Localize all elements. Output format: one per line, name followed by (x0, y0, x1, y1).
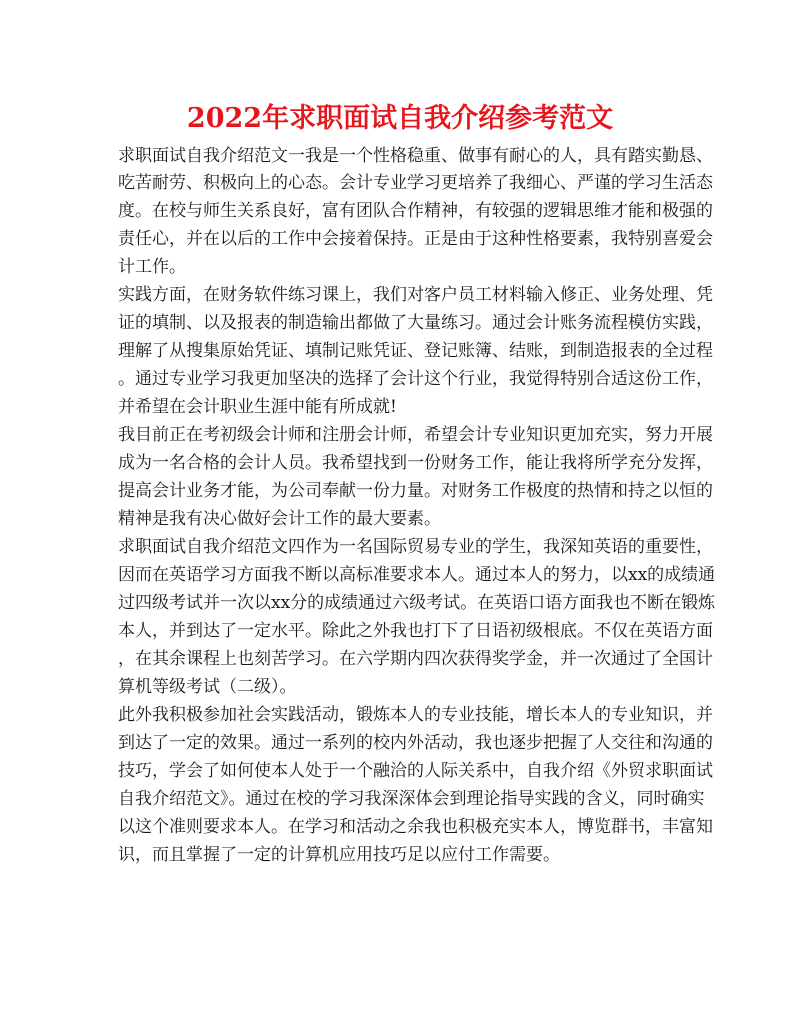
body-line: 我目前正在考初级会计师和注册会计师，希望会计专业知识更加充实，努力开展 (118, 425, 713, 445)
body-line: 技巧，学会了如何使本人处于一个融洽的人际关系中，自我介绍《外贸求职面试 (118, 761, 713, 781)
body-line: 并希望在会计职业生涯中能有所成就! (118, 397, 397, 417)
body-line: 提高会计业务才能，为公司奉献一份力量。对财务工作极度的热情和持之以恒的 (118, 481, 713, 501)
body-line: 度。在校与师生关系良好，富有团队合作精神，有较强的逻辑思维才能和极强的 (118, 201, 713, 221)
document-title: 2022年求职面试自我介绍参考范文 (186, 103, 614, 134)
body-line: 成为一名合格的会计人员。我希望找到一份财务工作，能让我将所学充分发挥， (118, 453, 713, 473)
body-line: ，在其余课程上也刻苦学习。在六学期内四次获得奖学金，并一次通过了全国计 (118, 649, 713, 669)
body-line: 吃苦耐劳、积极向上的心态。会计专业学习更培养了我细心、严谨的学习生活态 (118, 173, 713, 193)
body-line: 实践方面，在财务软件练习课上，我们对客户员工材料输入修正、业务处理、凭 (118, 285, 713, 305)
body-line: 理解了从搜集原始凭证、填制记账凭证、登记账簿、结账，到制造报表的全过程 (118, 341, 713, 361)
body-line: 精神是我有决心做好会计工作的最大要素。 (118, 509, 441, 529)
body-line: 计工作。 (118, 257, 186, 277)
body-line: 责任心，并在以后的工作中会接着保持。正是由于这种性格要素，我特别喜爱会 (118, 229, 713, 249)
body-line: 。通过专业学习我更加坚决的选择了会计这个行业，我觉得特别合适这份工作， (118, 369, 713, 389)
body-line: 本人，并到达了一定水平。除此之外我也打下了日语初级根底。不仅在英语方面 (118, 621, 713, 641)
body-line: 因而在英语学习方面我不断以高标准要求本人。通过本人的努力，以xx的成绩通 (118, 565, 716, 585)
body-line: 算机等级考试（二级）。 (118, 677, 297, 697)
body-line: 过四级考试并一次以xx分的成绩通过六级考试。在英语口语方面我也不断在锻炼 (118, 593, 716, 613)
body-line: 求职面试自我介绍范文四作为一名国际贸易专业的学生，我深知英语的重要性， (118, 537, 713, 557)
body-line: 识，而且掌握了一定的计算机应用技巧足以应付工作需要。 (118, 845, 560, 865)
body-line: 证的填制、以及报表的制造输出都做了大量练习。通过会计账务流程模仿实践， (118, 313, 713, 333)
body-line: 自我介绍范文》。通过在校的学习我深深体会到理论指导实践的含义，同时确实 (118, 789, 705, 809)
body-line: 以这个准则要求本人。在学习和活动之余我也积极充实本人，博览群书，丰富知 (118, 817, 713, 837)
body-line: 求职面试自我介绍范文一我是一个性格稳重、做事有耐心的人，具有踏实勤恳、 (118, 146, 713, 166)
body-line: 此外我积极参加社会实践活动，锻炼本人的专业技能，增长本人的专业知识，并 (118, 705, 713, 725)
body-line: 到达了一定的效果。通过一系列的校内外活动，我也逐步把握了人交往和沟通的 (118, 733, 713, 753)
